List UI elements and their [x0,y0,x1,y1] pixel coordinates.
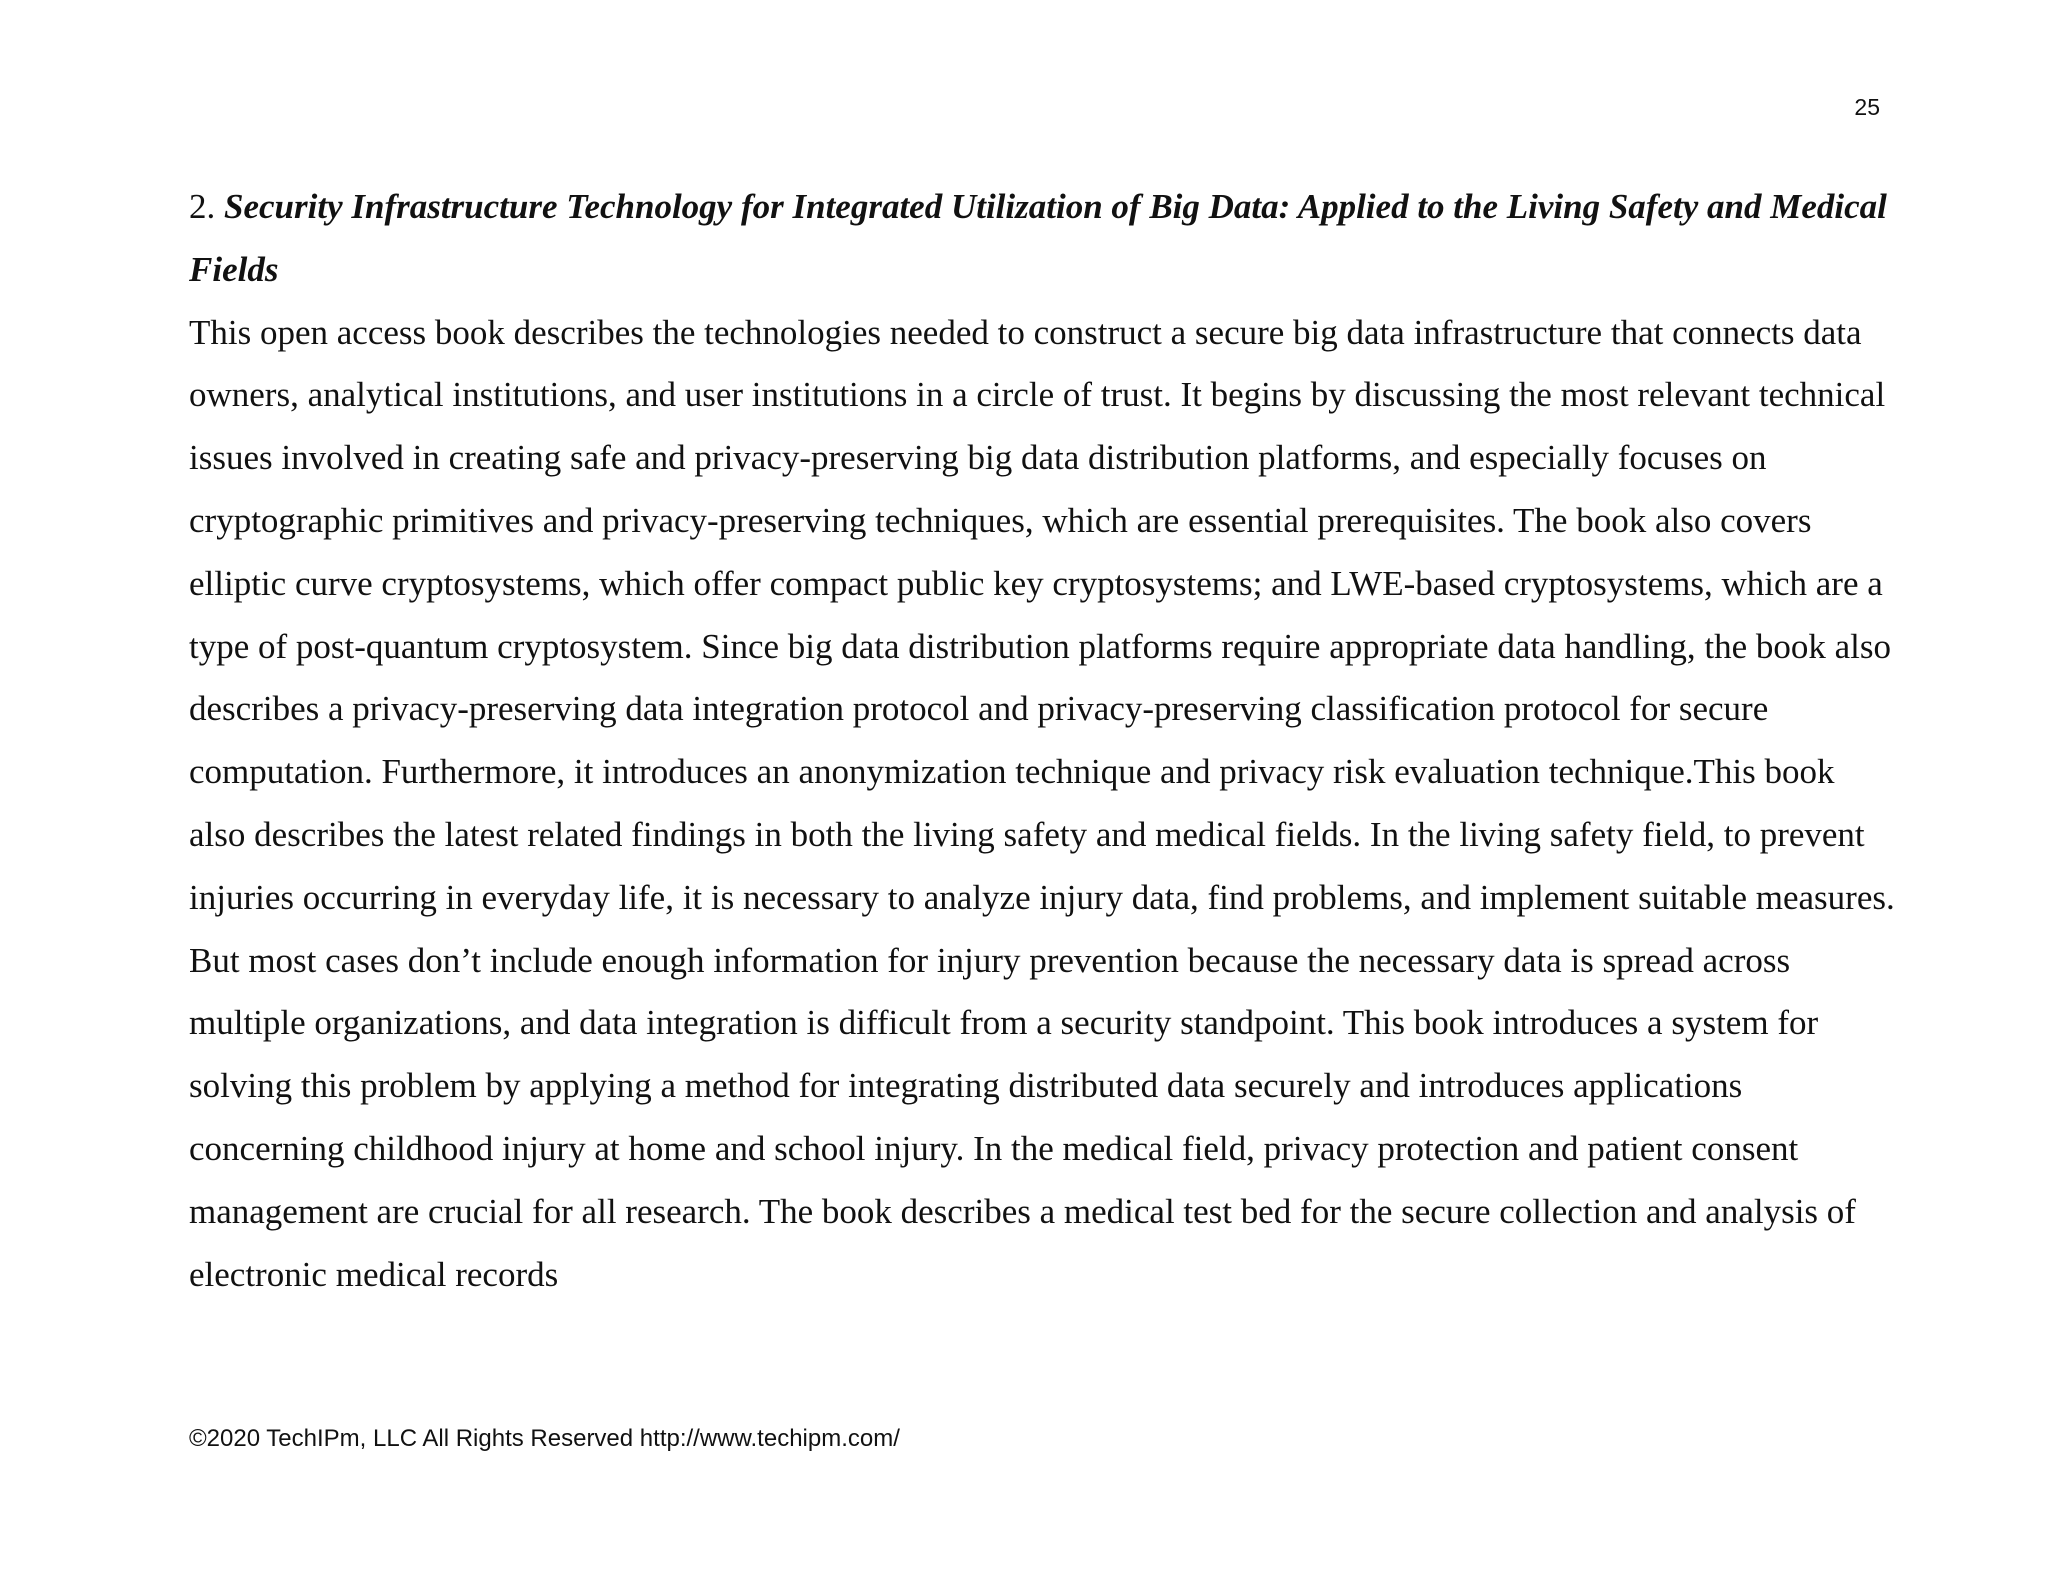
entry-heading [189,176,1899,302]
footer-copyright: ©2020 TechIPm, LLC All Rights Reserved http://www.techipm.com/ [189,1425,900,1452]
entry-title: Security Infrastructure Technology for Integrated Utilization of Big Data: Applied to the Living Safety and Medical Fields [189,187,1887,289]
document-content [189,176,1899,1306]
entry-index: 2. [189,187,216,226]
page-number: 25 [1854,94,1880,120]
entry-description: This open access book describes the technologies needed to construct a secure big data infrastructure that connects data owners, analytical institutions, and user institutions in a circle of trust. It begins by discussing the most relevant technical issues involved in creating safe and privacy-preserving big data distribution platforms, and especially focuses on cryptographic primitives and privacy-preserving techniques, which are essential prerequisites. The book also covers elliptic curve cryptosystems, which offer compact public key cryptosystems; and LWE-based cryptosystems, which are a type of post-quantum cryptosystem. Since big data distribution platforms require appropriate data handling, the book also describes a privacy-preserving data integration protocol and privacy-preserving classification protocol for secure computation. Furthermore, it introduces an anonymization technique and privacy risk evaluation technique.This book also describes the latest related findings in both the living safety and medical fields. In the living safety field, to prevent injuries occurring in everyday life, it is necessary to analyze injury data, find problems, and implement suitable measures. But most cases don’t include enough information for injury prevention because the necessary data is spread across multiple organizations, and data integration is difficult from a security standpoint. This book introduces a system for solving this problem by applying a method for integrating distributed data securely and introduces applications concerning childhood injury at home and school injury. In the medical field, privacy protection and patient consent management are crucial for all research. The book describes a medical test bed for the secure collection and analysis of electronic medical records [189,312,1895,1294]
